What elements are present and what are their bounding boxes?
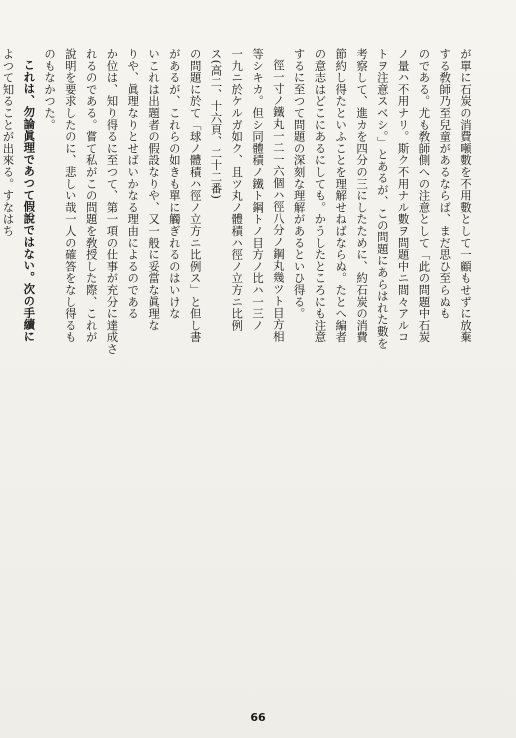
text-column: 等シキカ。但シ同體積ノ鐵ト鋼トノ目方ノ比ハ一三ノ	[251, 48, 266, 332]
text-column: トヲ注意スベシ。」とあるが、この問題にあらはれた數を	[375, 48, 390, 350]
page-number: 66	[250, 711, 266, 724]
text-column: があるが、これらの如きも單に觸ぎれるのはいけな	[167, 48, 182, 320]
text-column: ス(高二、十六頁、二十二番)	[209, 48, 224, 200]
text-column: りや、眞理なりとせばいかなる理由によるのである	[126, 48, 141, 320]
text-column: 考察して、進カを四分の三にしたために、約石炭の消費	[355, 48, 370, 343]
text-column: れるのである。嘗て私がこの問題を敎授した際、これが	[84, 48, 99, 343]
text-column: 一九ニ於ケルガ如ク、且ツ丸ノ體積ハ徑ノ立方ニ比例	[230, 48, 245, 332]
text-column: 徑一寸ノ鐵丸一二一六個ハ徑八分ノ鋼丸幾ツト目方相	[271, 59, 286, 343]
text-column: これは、勿論眞理であつて假說ではない。次の手續に	[22, 59, 37, 343]
text-column: するに至つて問題の深刻な理解があるといひ得る。	[292, 48, 307, 320]
text-column: の意志はどこにあるにしても。かうしたところにも注意	[313, 48, 328, 343]
vertical-text-body	[1, 48, 476, 688]
text-column: 說明を要求したのに、悲しい哉一人の確答をなし得るも	[63, 48, 78, 343]
text-column: 節約し得たといふことを理解せねばならぬ。たとへ編者	[334, 48, 349, 343]
text-column: のもなかつた。	[43, 48, 58, 131]
text-column: か位は、知り得るに至つて、第一項の仕事が充分に達成さ	[105, 48, 120, 355]
text-column: が單に石炭の消費噸數を不用數として一顧もせずに放棄	[459, 48, 473, 343]
text-column: ノ量ハ不用ナリ。斯ク不用ナル數ヲ問題中ニ間々アルコ	[396, 48, 411, 343]
text-column: のである。尤も敎師側への注意として「此の問題中石炭	[417, 48, 432, 343]
text-column: する敎師乃至兒童があるならば、まだ思ひ至らぬも	[438, 48, 453, 320]
text-column: よつて知ることが出來る。すなはち	[1, 48, 16, 237]
text-column: いこれは出題者の假設なりや、又一般に妥當な眞理な	[147, 48, 162, 332]
text-column: の問題に於て「球ノ體積ハ徑ノ立方ニ比例ス」と但し書	[188, 48, 203, 343]
